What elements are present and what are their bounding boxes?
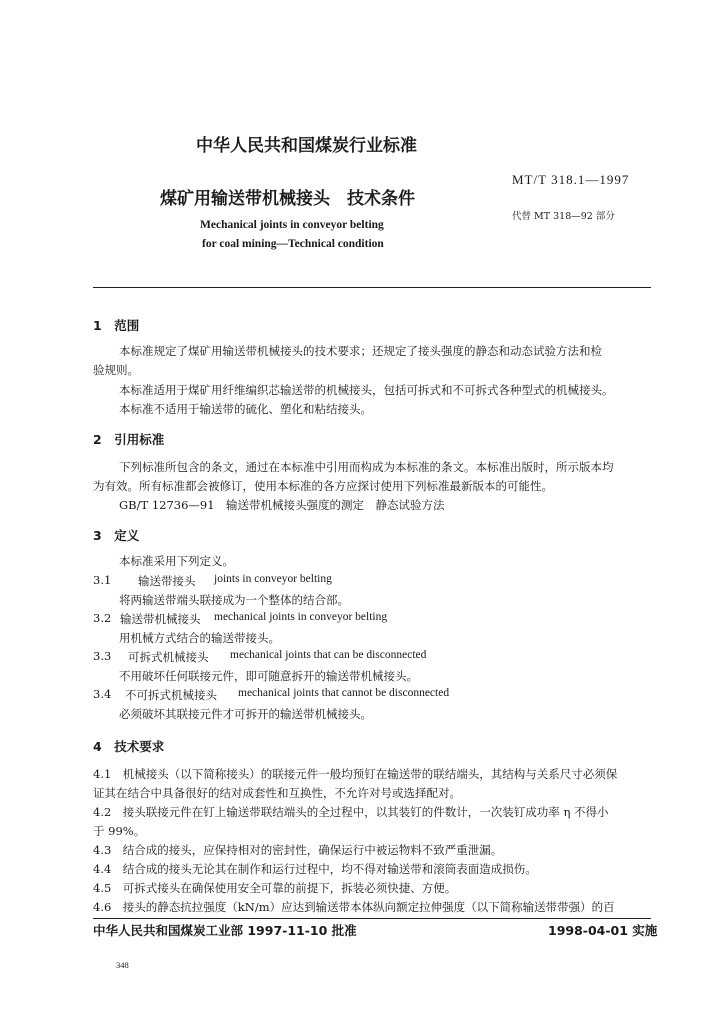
definition-number: 3.1 — [93, 573, 112, 587]
s4-item4: 4.4 结合成的接头无论其在制作和运行过程中，均不得对输送带和滚筒表面造成损伤。 — [93, 862, 537, 876]
english-title-line2: for coal mining—Technical condition — [202, 238, 384, 250]
section-1-heading: 1 范围 — [93, 318, 140, 333]
page-number: 348 — [116, 960, 129, 970]
approval-line: 中华人民共和国煤炭工业部 1997-11-10 批准 — [93, 923, 357, 938]
s4-item2-line1: 4.2 接头联接元件在钉上输送带联结端头的全过程中，以其装钉的件数计，一次装钉成功率 η 不得小 — [93, 805, 609, 819]
definition-english: mechanical joints in conveyor belting — [214, 611, 388, 623]
definition-number: 3.4 — [93, 687, 112, 701]
s1-paragraph3: 本标准不适用于输送带的硫化、塑化和粘结接头。 — [119, 402, 372, 416]
definition-number: 3.2 — [93, 611, 112, 625]
standard-number: MT/T 318.1—1997 — [512, 172, 630, 187]
effective-date: 1998-04-01 实施 — [548, 923, 658, 938]
definition-english: joints in conveyor belting — [214, 573, 332, 585]
header-divider — [93, 287, 651, 288]
s4-item1-line1: 4.1 机械接头（以下简称接头）的联接元件一般均预钉在输送带的联结端头，其结构与关系尺寸必须保 — [93, 767, 618, 781]
s4-item3: 4.3 结合成的接头，应保持相对的密封性，确保运行中被运物料不致严重泄漏。 — [93, 843, 503, 857]
doc-title: 煤矿用输送带机械接头 技术条件 — [160, 189, 415, 209]
s1-paragraph2: 本标准适用于煤矿用纤维编织芯输送带的机械接头，包括可拆式和不可拆式各种型式的机械接头。 — [119, 383, 614, 397]
s2-reference: GB/T 12736—91 输送带机械接头强度的测定 静态试验方法 — [119, 498, 445, 512]
definition-english: mechanical joints that can be disconnected — [230, 649, 427, 661]
s4-item6: 4.6 接头的静态抗拉强度（kN/m）应达到输送带本体纵向额定拉伸强度（以下简称输送带带强）的百 — [93, 900, 615, 914]
definition-term: 不可拆式机械接头 — [125, 688, 217, 702]
definition-description: 不用破坏任何联接元件，即可随意拆开的输送带机械接头。 — [119, 669, 418, 683]
section-3-heading: 3 定义 — [93, 528, 140, 543]
s1-paragraph1-line2: 验规则。 — [93, 363, 139, 377]
s2-paragraph1-line2: 为有效。所有标准都会被修订，使用本标准的各方应探讨使用下列标准最新版本的可能性。 — [93, 479, 553, 493]
definition-description: 将两输送带端头联接成为一个整体的结合部。 — [119, 593, 349, 607]
s4-item5: 4.5 可拆式接头在确保使用安全可靠的前提下，拆装必须快捷、方便。 — [93, 881, 457, 895]
definition-english: mechanical joints that cannot be disconnected — [238, 687, 450, 699]
definition-term: 可拆式机械接头 — [128, 650, 209, 664]
definition-term: 输送带接头 — [138, 574, 196, 588]
s4-item1-line2: 证其在结合中具备很好的结对成套性和互换性，不允许对号或选择配对。 — [93, 786, 461, 800]
definition-term: 输送带机械接头 — [120, 612, 201, 626]
footer-divider — [93, 918, 651, 919]
definition-number: 3.3 — [93, 649, 112, 663]
english-title-line1: Mechanical joints in conveyor belting — [200, 219, 384, 231]
s4-item2-line2: 于 99%。 — [93, 824, 146, 838]
s3-intro: 本标准采用下列定义。 — [119, 554, 234, 568]
section-4-heading: 4 技术要求 — [93, 739, 165, 754]
org-title: 中华人民共和国煤炭行业标准 — [196, 136, 417, 156]
s1-paragraph1-line1: 本标准规定了煤矿用输送带机械接头的技术要求；还规定了接头强度的静态和动态试验方法和检 — [119, 344, 602, 358]
s2-paragraph1-line1: 下列标准所包含的条文，通过在本标准中引用而构成为本标准的条文。本标准出版时，所示版本均 — [119, 460, 614, 474]
replaces-note: 代替 MT 318—92 部分 — [512, 211, 615, 222]
definition-description: 用机械方式结合的输送带接头。 — [119, 631, 280, 645]
definition-description: 必须破坏其联接元件才可拆开的输送带机械接头。 — [119, 707, 372, 721]
section-2-heading: 2 引用标准 — [93, 432, 165, 447]
